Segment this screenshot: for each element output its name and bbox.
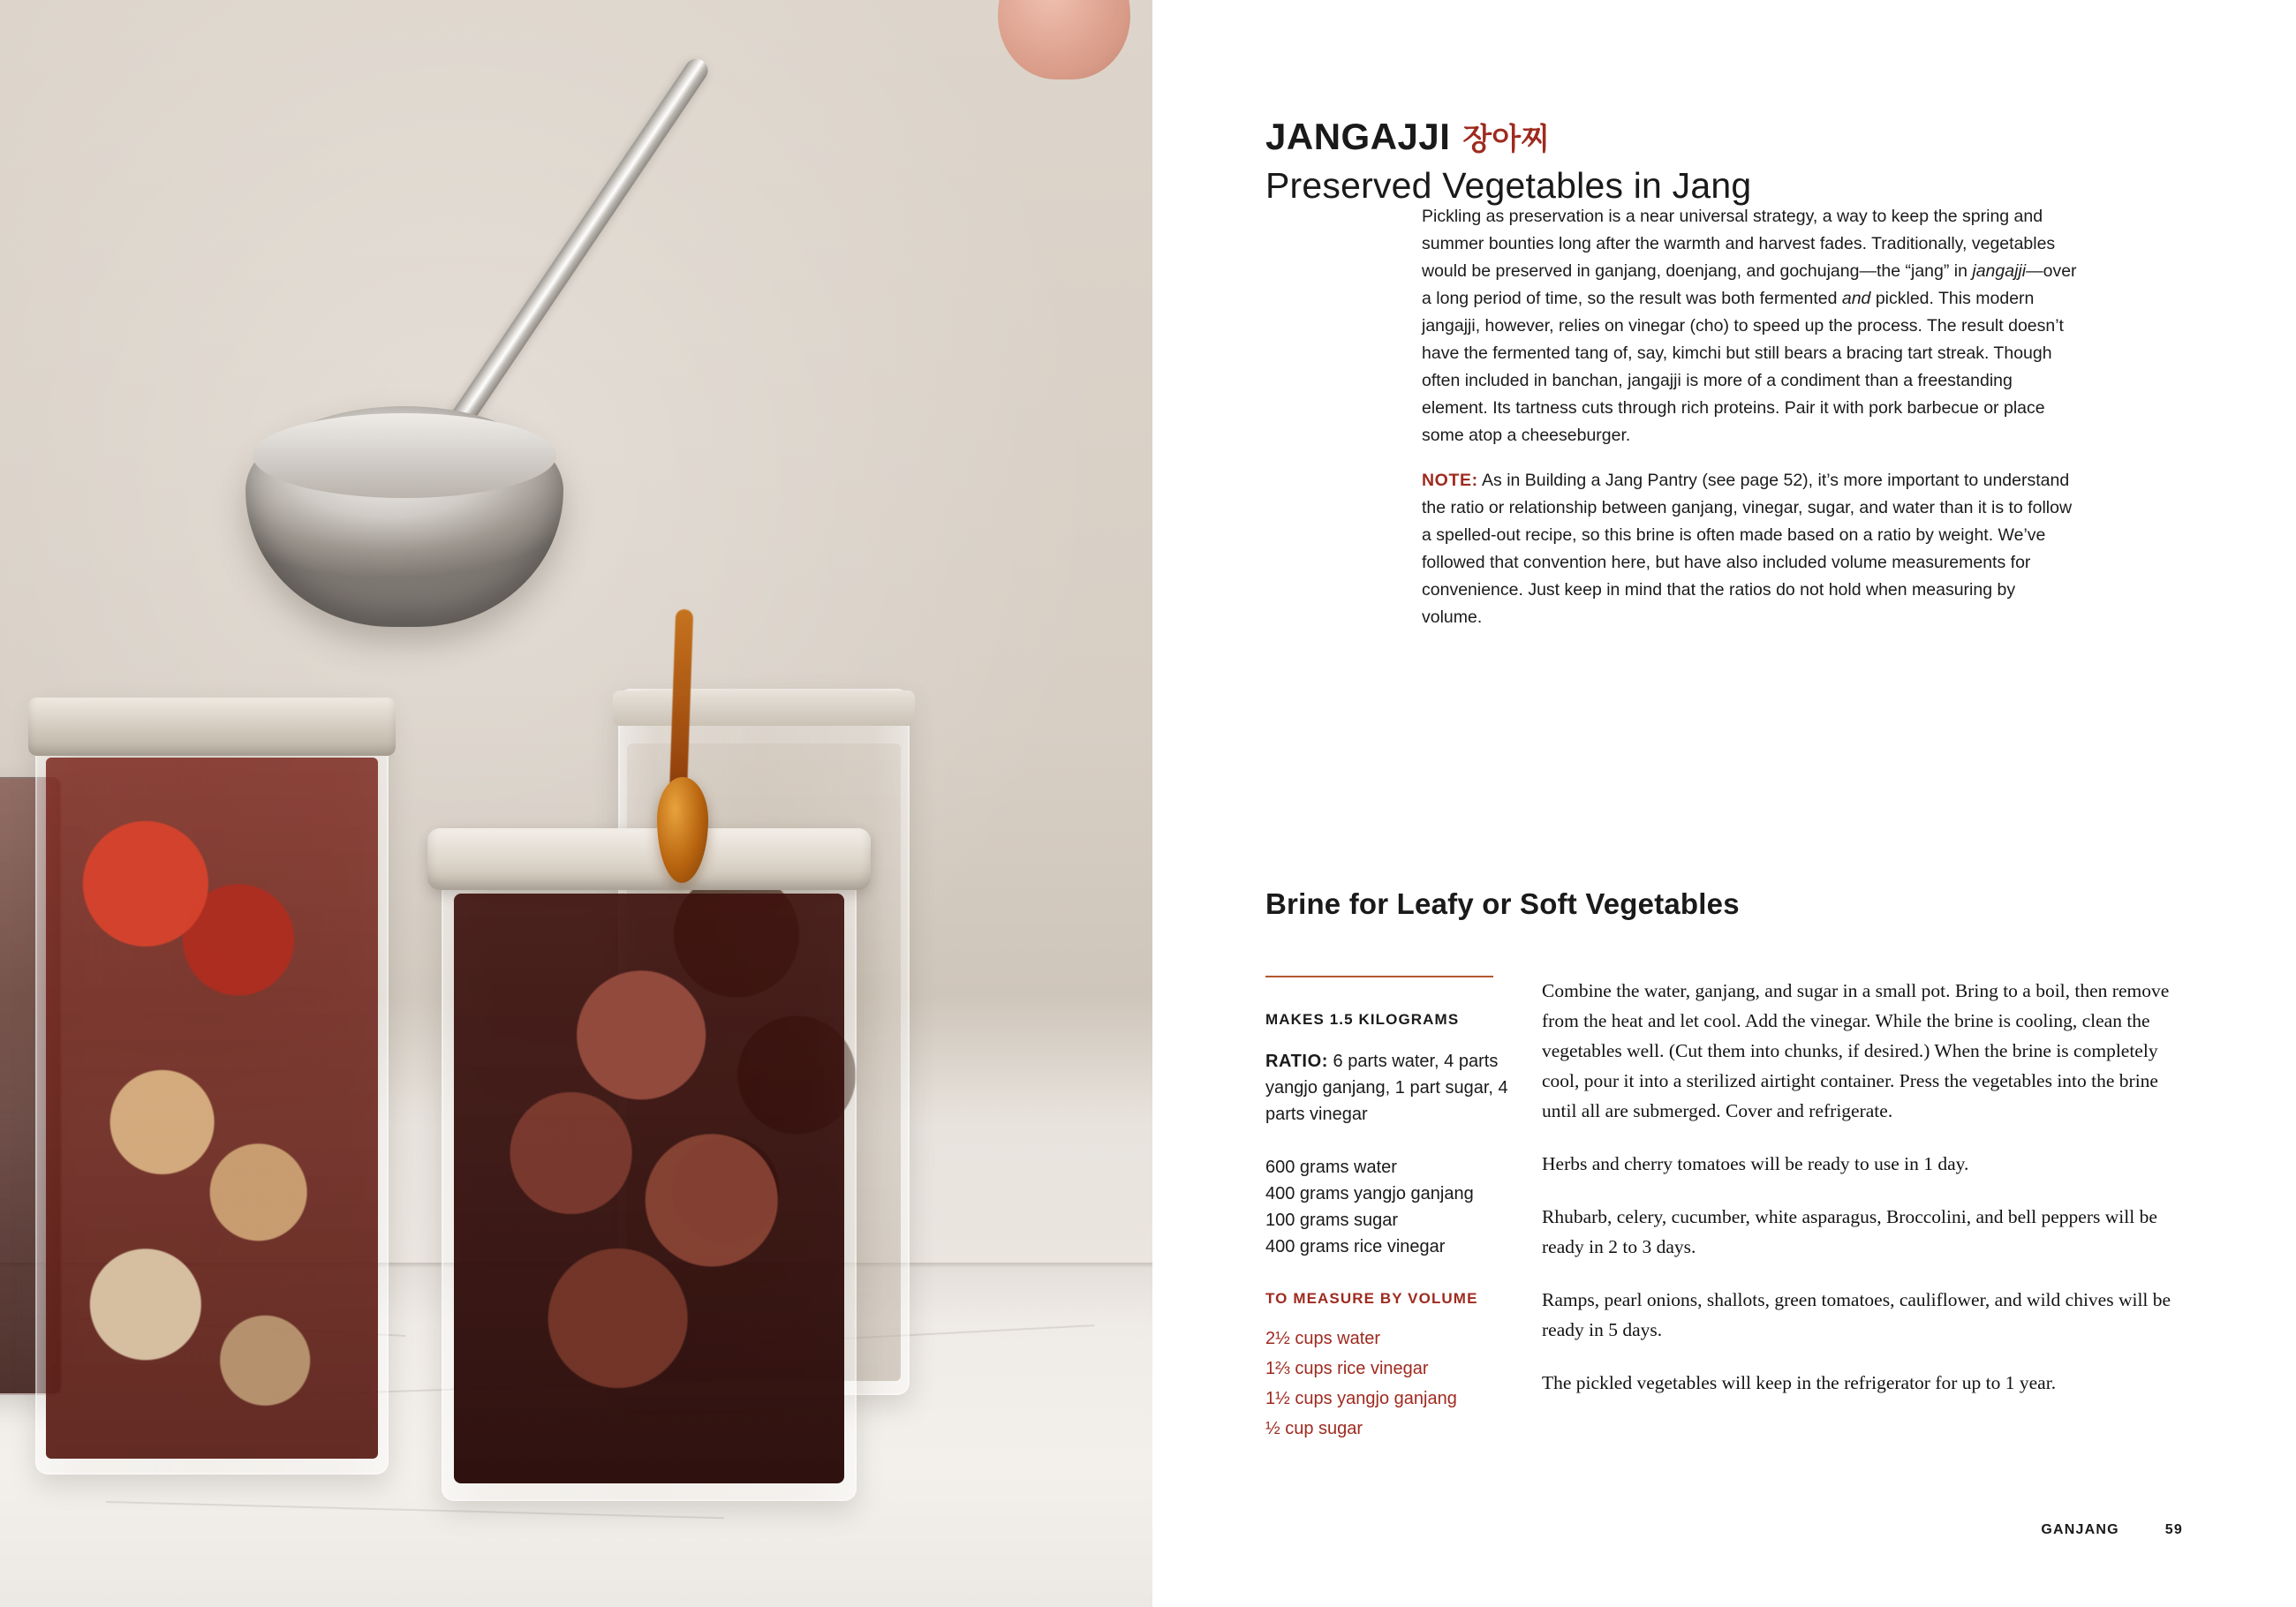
list-item: 1½ cups yangjo ganjang bbox=[1265, 1389, 1457, 1408]
jar-lid bbox=[613, 690, 915, 726]
page-title bbox=[1265, 115, 2184, 158]
note-text: As in Building a Jang Pantry (see page 52), it’s more important to understand the ratio or relationship between ganjang, vinegar, sugar, and water than it is to follow a spelled-out recipe, so this brine is often made based on a ratio by weight. We’ve followed that convention here, but have also included volume measurements for convenience. Just keep in mind that the ratios do not hold when measuring by volume. bbox=[1422, 471, 2073, 627]
list-item: 600 grams water bbox=[1265, 1158, 1397, 1177]
footer-chapter-label: GANJANG bbox=[2041, 1522, 2119, 1537]
jar-contents bbox=[454, 894, 844, 1483]
intro-part-3: pickled. This modern jangajji, however, relies on vinegar (cho) to speed up the process. The result doesn’t have the fermented tang of, say, kimchi but still bears a bracing tart streak. Though often included in banchan, jangajji is more of a condiment than a freestanding element. Its tartness cuts through rich proteins. Pair it with pork barbecue or place some atop a cheeseburger. bbox=[1422, 289, 2064, 445]
intro-part-1: Pickling as preservation is a near universal strategy, a way to keep the spring and summer bounties long after the warmth and harvest fades. Traditionally, vegetables would be preserved in ganjang, doenjang, and gochujang—the “jang” in bbox=[1422, 207, 2056, 281]
list-item: 1⅔ cups rice vinegar bbox=[1265, 1359, 1429, 1378]
recipe-header bbox=[1265, 115, 2184, 207]
volume-heading: TO MEASURE BY VOLUME bbox=[1265, 1290, 1478, 1307]
ratio-block bbox=[1265, 1048, 1508, 1128]
list-item: 100 grams sugar bbox=[1265, 1211, 1399, 1230]
list-item: 2½ cups water bbox=[1265, 1329, 1381, 1348]
intro-text bbox=[1422, 203, 2080, 631]
recipe-body bbox=[1265, 976, 2184, 1444]
jar-red-peppers-cauliflower bbox=[35, 698, 389, 1475]
instruction-step: Rhubarb, celery, cucumber, white asparagus, Broccolini, and bell peppers will be ready in 2 to 3 days. bbox=[1542, 1206, 2157, 1257]
jar-lid bbox=[28, 698, 396, 756]
page-number: 59 bbox=[2164, 1522, 2183, 1537]
note-paragraph bbox=[1422, 467, 2080, 631]
intro-paragraph bbox=[1422, 203, 2080, 449]
intro-italic-jangajji: jangajji bbox=[1972, 261, 2027, 281]
instructions-column bbox=[1542, 976, 2184, 1444]
ingredients-by-volume bbox=[1265, 1324, 1508, 1444]
recipe-title-romanized: JANGAJJI bbox=[1265, 116, 1451, 157]
list-item: 400 grams rice vinegar bbox=[1265, 1237, 1446, 1256]
hand-holding-ladle bbox=[998, 0, 1130, 79]
intro-italic-and: and bbox=[1841, 289, 1871, 308]
ratio-label: RATIO: bbox=[1265, 1052, 1328, 1071]
section-heading: Brine for Leafy or Soft Vegetables bbox=[1265, 887, 1740, 920]
jar-center-pickling bbox=[442, 830, 857, 1501]
instruction-step: The pickled vegetables will keep in the refrigerator for up to 1 year. bbox=[1542, 1372, 2057, 1393]
ingredients-by-weight bbox=[1265, 1154, 1508, 1260]
recipe-subtitle: Preserved Vegetables in Jang bbox=[1265, 165, 1752, 206]
instruction-step: Herbs and cherry tomatoes will be ready to use in 1 day. bbox=[1542, 1153, 1969, 1174]
note-label: NOTE: bbox=[1422, 471, 1478, 490]
jar-contents bbox=[46, 758, 378, 1459]
instruction-step: Ramps, pearl onions, shallots, green tomatoes, cauliflower, and wild chives will be ready in 5 days. bbox=[1542, 1289, 2171, 1340]
ladle-rim bbox=[253, 413, 556, 498]
yield-label: MAKES 1.5 KILOGRAMS bbox=[1265, 1011, 1460, 1028]
recipe-title-hangul: 장아찌 bbox=[1462, 123, 1550, 156]
list-item: ½ cup sugar bbox=[1265, 1419, 1363, 1438]
ratio-text: 6 parts water, 4 parts yangjo ganjang, 1 part sugar, 4 parts vinegar bbox=[1265, 1052, 1508, 1124]
ladle-handle bbox=[436, 55, 712, 449]
intro-part-2: —over a long period of time, so the result was both fermented bbox=[1422, 261, 2077, 308]
divider-rule bbox=[1265, 976, 1493, 977]
ingredients-column bbox=[1265, 976, 1508, 1444]
list-item: 400 grams yangjo ganjang bbox=[1265, 1184, 1474, 1203]
text-page bbox=[1152, 0, 2296, 1607]
page-footer bbox=[2041, 1522, 2183, 1538]
jar-lid bbox=[427, 828, 871, 890]
instruction-step: Combine the water, ganjang, and sugar in a small pot. Bring to a boil, then remove from the heat and let cool. Add the vinegar. While the brine is cooling, clean the vegetables well. (Cut them into chunks, if desired.) When the brine is completely cool, pour it into a sterilized airtight container. Press the vegetables into the brine until all are submerged. Cover and refrigerate. bbox=[1542, 980, 2170, 1121]
